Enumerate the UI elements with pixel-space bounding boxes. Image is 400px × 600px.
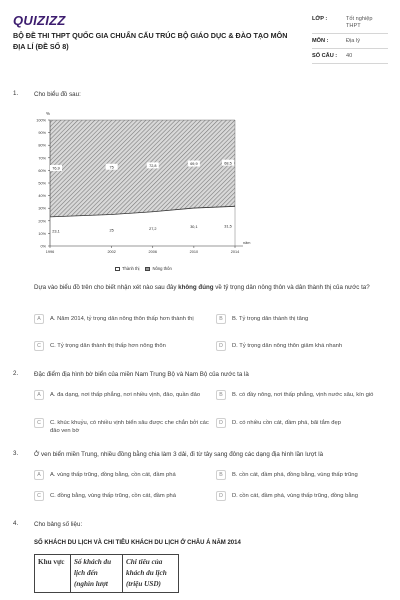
question-intro: Cho bảng số liệu: (34, 521, 83, 528)
y-tick-label: 20% (38, 219, 46, 224)
option-letter: B (216, 390, 226, 400)
meta-label: LỚP : (312, 16, 328, 22)
y-tick-label: 10% (38, 231, 46, 236)
answer-option-b[interactable]: B B. cồn cát, đầm phá, đồng bằng, vùng thấp trũng (216, 470, 388, 480)
data-label-rural: 76,9 (52, 166, 60, 171)
question-number: 3. (13, 450, 19, 457)
answer-option-d[interactable]: D D. Tỷ trọng dân nông thôn giảm khá nhanh (216, 341, 386, 351)
answer-option-b[interactable]: B B. Tỷ trọng dân thành thị tăng (216, 314, 386, 324)
data-label-urban: 30,1 (190, 225, 198, 230)
question-intro: Cho biểu đồ sau: (34, 91, 81, 98)
option-letter: C (34, 418, 44, 428)
chart-legend (115, 266, 172, 271)
question-number: 1. (13, 90, 19, 97)
option-letter: D (216, 491, 226, 501)
option-letter: D (216, 418, 226, 428)
meta-row-class (312, 12, 388, 34)
document-title: BỘ ĐỀ THI THPT QUỐC GIA CHUẨN CẤU TRÚC BỘ GIÁO DỤC & ĐÀO TẠO MÔN ĐỊA LÍ (ĐỀ SỐ 8) (13, 31, 288, 51)
x-tick-label: 1996 (45, 250, 55, 254)
table-header-row (35, 555, 179, 593)
data-label-rural: 72,8 (149, 164, 157, 169)
area-rural (50, 120, 235, 217)
table-header-cell: Khu vực (35, 555, 71, 593)
answer-option-a[interactable]: A A. vùng thấp trũng, đồng bằng, cồn cát, đầm phá (34, 470, 212, 480)
answer-option-c[interactable]: C C. đồng bằng, vùng thấp trũng, cồn cát, đầm phá (34, 491, 212, 501)
option-letter: B (216, 470, 226, 480)
y-tick-label: 90% (38, 131, 46, 136)
data-label-urban: 31,5 (224, 224, 232, 229)
y-tick-label: 60% (38, 168, 46, 173)
data-label-rural: 68,5 (224, 161, 232, 166)
y-tick-label: 80% (38, 143, 46, 148)
data-label-urban: 23,1 (52, 229, 60, 234)
option-letter: C (34, 491, 44, 501)
answer-option-c[interactable]: C C. khúc khuỷu, có nhiều vịnh biển sâu được che chắn bởi các đảo ven bờ (34, 418, 209, 435)
legend-item-rural: Nông thôn (145, 266, 171, 271)
option-letter: D (216, 341, 226, 351)
table-header-cell: Chi tiêu của khách du lịch (triệu USD) (123, 555, 179, 593)
y-tick-label: 70% (38, 156, 46, 161)
meta-value: Tốt nghiệp THPT (346, 16, 373, 29)
y-tick-label: 30% (38, 206, 46, 211)
table-title: SỐ KHÁCH DU LỊCH VÀ CHI TIÊU KHÁCH DU LỊCH Ở CHÂU Á NĂM 2014 (34, 540, 241, 546)
x-unit-label: năm (243, 241, 251, 245)
option-letter: C (34, 341, 44, 351)
meta-label: SỐ CÂU : (312, 53, 338, 59)
y-tick-label: 0% (40, 244, 46, 249)
legend-item-urban: Thành thị (115, 266, 139, 271)
question-prompt: Dựa vào biểu đồ trên cho biết nhận xét nào sau đây không đúng về tỷ trọng dân nông thôn và dân thành thị của nước ta? (34, 284, 370, 291)
population-chart (30, 104, 260, 274)
quiz-logo: QUIZIZZ (13, 13, 66, 28)
data-label-urban: 25 (109, 228, 114, 233)
y-unit-label: % (45, 111, 51, 116)
question-number: 4. (13, 520, 19, 527)
data-label-urban: 27,2 (149, 227, 157, 232)
meta-row-subject (312, 34, 388, 49)
question-prompt: Đặc điểm địa hình bờ biển của miền Nam Trung Bộ và Nam Bộ của nước ta là (34, 371, 249, 378)
x-tick-label: 2006 (148, 250, 158, 254)
tourism-table (34, 554, 179, 593)
answer-option-b[interactable]: B B. có đầy nông, nơi thấp phẳng, vịnh nước sâu, kín gió (216, 390, 386, 400)
chart-svg (30, 104, 260, 274)
answer-option-a[interactable]: A A. đa dạng, nơi thấp phẳng, nơi nhiều vịnh, đảo, quần đảo (34, 390, 209, 400)
option-letter: A (34, 314, 44, 324)
question-number: 2. (13, 370, 19, 377)
meta-value: 40 (346, 53, 353, 59)
y-tick-label: 50% (38, 181, 46, 186)
y-tick-label: 40% (38, 194, 46, 199)
data-label-rural: 75 (109, 165, 114, 170)
option-letter: B (216, 314, 226, 324)
answer-option-d[interactable]: D D. có nhiều cồn cát, đầm phá, bãi tắm đẹp (216, 418, 386, 428)
x-tick-label: 2014 (230, 250, 240, 254)
answer-option-a[interactable]: A A. Năm 2014, tỷ trọng dân nông thôn thấp hơn thành thị (34, 314, 209, 324)
data-label-rural: 69,9 (190, 162, 198, 167)
question-prompt: Ở ven biển miền Trung, nhiều đồng bằng chia làm 3 dải, đi từ tây sang đông các dạng địa hình lần lượt là (34, 451, 324, 458)
y-tick-label: 100% (36, 118, 46, 123)
x-tick-label: 2002 (107, 250, 116, 254)
meta-value: Địa lý (346, 38, 360, 44)
metadata-panel (312, 12, 388, 64)
table-header-cell: Số khách du lịch đến (nghìn lượt (71, 555, 123, 593)
meta-row-count (312, 49, 388, 64)
x-tick-label: 2010 (189, 250, 199, 254)
answer-option-d[interactable]: D D. cồn cát, đầm phá, vùng thấp trũng, đồng bằng (216, 491, 388, 501)
meta-label: MÔN : (312, 38, 329, 44)
option-letter: A (34, 390, 44, 400)
answer-option-c[interactable]: C C. Tỷ trọng dân thành thị thấp hơn nông thôn (34, 341, 209, 351)
option-letter: A (34, 470, 44, 480)
